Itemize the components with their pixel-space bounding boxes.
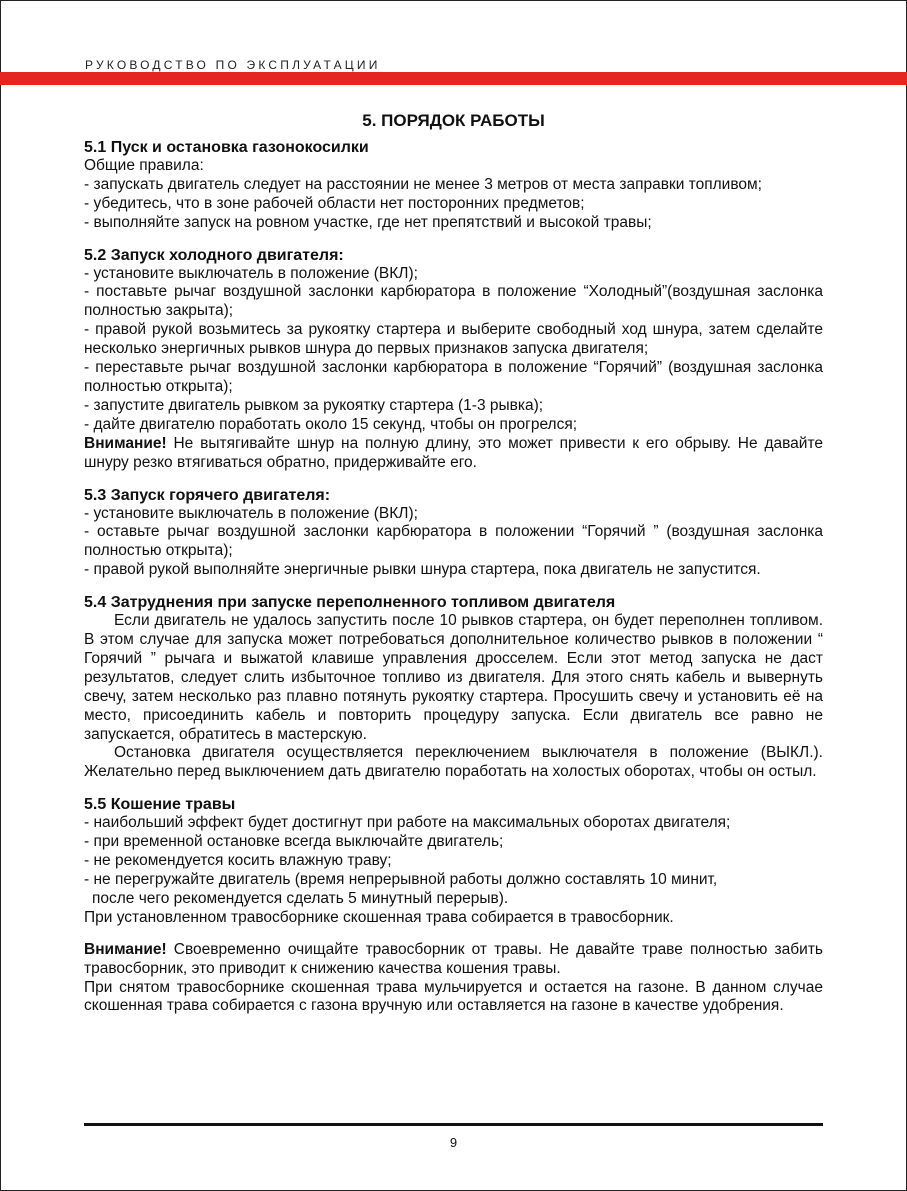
warning-label: Внимание! (84, 940, 167, 958)
list-item: - переставьте рычаг воздушной заслонки карбюратора в положение “Горячий” (воздушная заслонка полностью открыта); (84, 359, 823, 395)
list-item: - установите выключатель в положение (ВКЛ); (84, 264, 418, 282)
list-item: - убедитесь, что в зоне рабочей области нет посторонних предметов; (84, 194, 585, 212)
paragraph: Общие правила: (84, 156, 204, 174)
warning-paragraph (84, 435, 823, 473)
list-item: - правой рукой выполняйте энергичные рывки шнура стартера, пока двигатель не запустится. (84, 561, 761, 579)
paragraph: При установленном травосборнике скошенная трава собирается в травосборник. (84, 908, 674, 926)
section-5-5 (84, 795, 823, 927)
paragraph: Если двигатель не удалось запустить после 10 рывков стартера, он будет переполнен топливом. В этом случае для запуска может потребоваться дополнительное количество рывков в положении “ Горячий ” рычага и выжатой клавише управления дросселем. Если этот метод запуска не даст результатов, следует слить избыточное топливо из двигателя. Для этого снять кабель и вывернуть свечу, затем несколько раз плавно потянуть рукоятку стартера. Просушить свечу и установить её на место, присоединить кабель и повторить процедуру запуска. Если двигатель все равно не запускается, обратитесь в мастерскую. (84, 612, 823, 743)
list-item: - установите выключатель в положение (ВКЛ); (84, 504, 418, 522)
section-5-4 (84, 593, 823, 782)
list-item: - не рекомендуется косить влажную траву; (84, 852, 392, 870)
footer-rule (84, 1123, 823, 1126)
list-item: - не перегружайте двигатель (время непрерывной работы должно составлять 10 минит, (84, 871, 718, 888)
section-5-1 (84, 138, 823, 233)
list-item: - наибольший эффект будет достигнут при работе на максимальных оборотах двигателя; (84, 814, 731, 832)
list-item: - оставьте рычаг воздушной заслонки карбюратора в положении “Горячий ” (воздушная заслонка полностью открыта); (84, 523, 823, 560)
warning-text: Не вытягивайте шнур на полную длину, это может привести к его обрыву. Не давайте шнуру резко втягиваться обратно, придерживайте его. (84, 434, 823, 471)
warning-label: Внимание! (84, 434, 167, 452)
section-heading: 5.5 Кошение травы (84, 796, 236, 814)
list-item: - запустите двигатель рывком за рукоятку стартера (1-3 рывка); (84, 396, 544, 414)
list-item-continuation: после чего рекомендуется сделать 5 минутный перерыв). (92, 889, 509, 907)
section-5-2 (84, 246, 823, 473)
section-heading: 5.2 Запуск холодного двигателя: (84, 246, 344, 264)
list-item: - запускать двигатель следует на расстоянии не менее 3 метров от места заправки топливом; (84, 175, 762, 193)
list-item: - поставьте рычаг воздушной заслонки карбюратора в положение “Холодный”(воздушная заслонка полностью закрыта); (84, 283, 823, 320)
document-body (84, 112, 823, 1016)
paragraph: При снятом травосборнике скошенная трава мульчируется и остается на газоне. В данном случае скошенная трава собирается с газона вручную или оставляется на газоне в качестве удобрения. (84, 978, 823, 1015)
section-final-notes (84, 941, 823, 1017)
warning-text: Своевременно очищайте травосборник от травы. Не давайте траве полностью забить травосборник, это приводит к снижению качества кошения травы. (84, 940, 823, 977)
list-item: - выполняйте запуск на ровном участке, где нет препятствий и высокой травы; (84, 213, 652, 231)
section-heading: 5.1 Пуск и остановка газонокосилки (84, 138, 369, 156)
page-number: 9 (449, 1135, 458, 1150)
header-accent-bar (0, 72, 907, 85)
list-item: - дайте двигателю поработать около 15 секунд, чтобы он прогрелся; (84, 415, 578, 433)
running-header: РУКОВОДСТВО ПО ЭКСПЛУАТАЦИИ (85, 58, 381, 72)
list-item: - правой рукой возьмитесь за рукоятку стартера и выберите свободный ход шнура, затем сделайте несколько энергичных рывков шнура до первых признаков запуска двигателя; (84, 321, 823, 358)
paragraph: Остановка двигателя осуществляется переключением выключателя в положение (ВЫКЛ.). Желательно перед выключением дать двигателю поработать на холостых оборотах, чтобы он остыл. (84, 744, 823, 781)
section-5-3 (84, 486, 823, 581)
list-item: - при временной остановке всегда выключайте двигатель; (84, 833, 504, 851)
section-heading: 5.3 Запуск горячего двигателя: (84, 486, 331, 504)
page-title: 5. ПОРЯДОК РАБОТЫ (362, 111, 545, 130)
warning-paragraph (84, 941, 823, 979)
section-heading: 5.4 Затруднения при запуске переполненного топливом двигателя (84, 594, 616, 612)
